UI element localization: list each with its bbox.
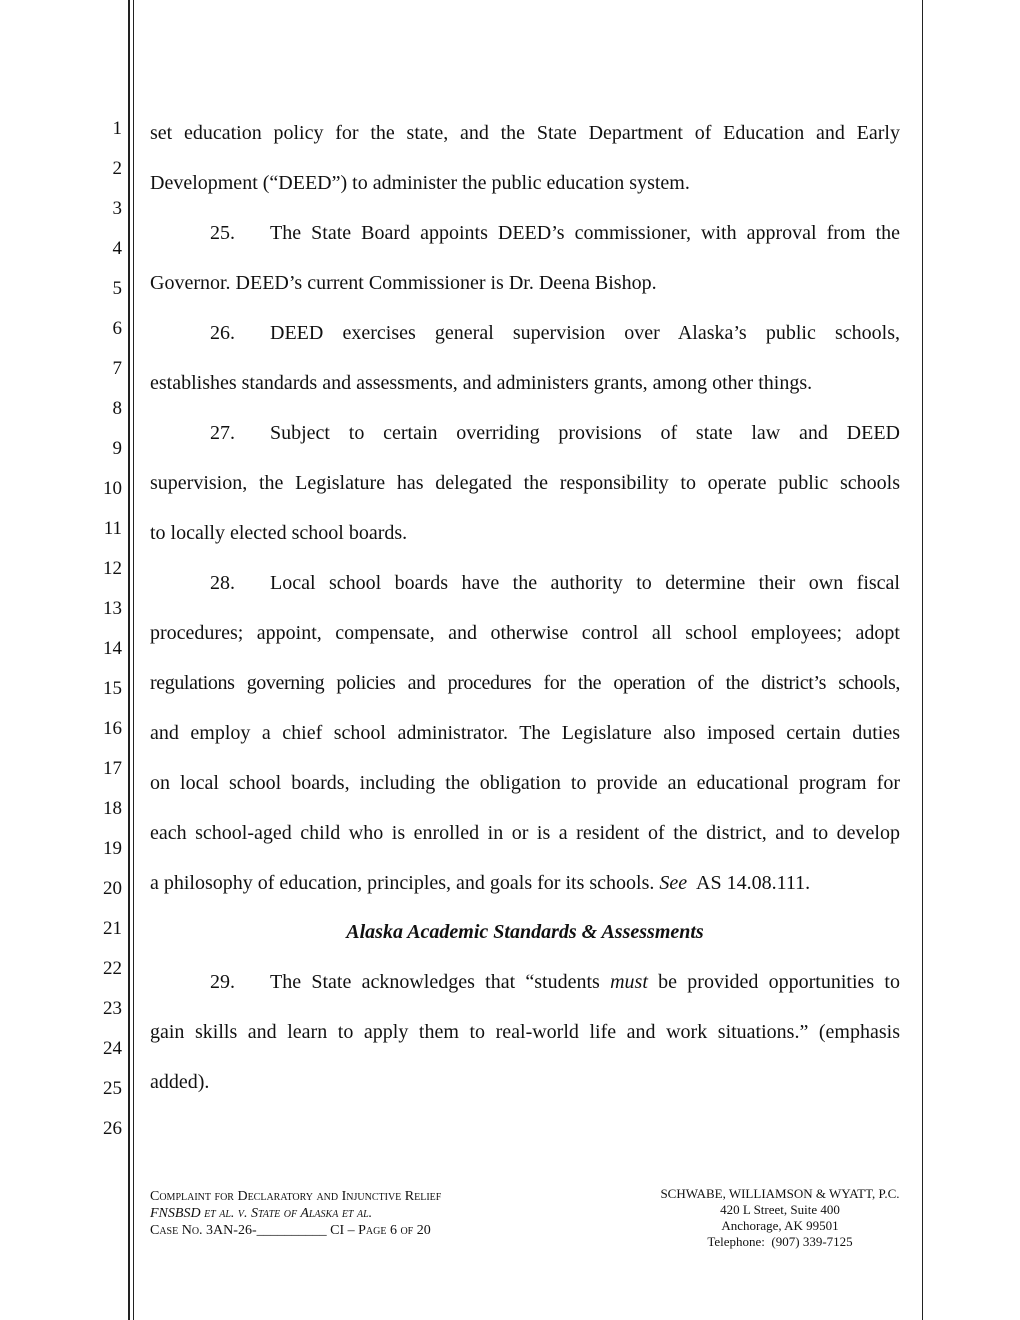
line-number: 5 xyxy=(112,278,122,299)
document-title: Complaint for Declaratory and Injunctive Relief xyxy=(150,1189,442,1204)
line-number: 18 xyxy=(103,798,122,819)
body-text: Local school boards have the authority to determine their own fiscal xyxy=(270,572,900,594)
case-number-prefix: Case No. 3AN-26- xyxy=(150,1223,257,1238)
body-line: on local school boards, including the obligation to provide an educational program for xyxy=(150,772,900,794)
firm-name: SCHWABE, WILLIAMSON & WYATT, P.C. xyxy=(660,1186,900,1201)
right-margin-rule xyxy=(922,0,924,1320)
party-name: FNSBSD xyxy=(150,1206,201,1221)
firm-block xyxy=(640,1186,920,1250)
line-number: 16 xyxy=(103,718,122,739)
body-line: added). xyxy=(150,1071,210,1093)
line-number: 15 xyxy=(103,678,122,699)
paragraph-number: 27. xyxy=(210,422,235,444)
body-line: gain skills and learn to apply them to real-world life and work situations.” (emphasis xyxy=(150,1021,900,1043)
line-number: 19 xyxy=(103,838,122,859)
body-text: be provided opportunities to xyxy=(647,971,900,993)
line-number: 22 xyxy=(103,958,122,979)
line-number: 9 xyxy=(112,438,122,459)
line-number: 4 xyxy=(112,238,122,259)
firm-phone: Telephone: (907) 339-7125 xyxy=(707,1234,853,1249)
line-number: 1 xyxy=(112,118,122,139)
case-number xyxy=(150,1222,441,1239)
line-number: 8 xyxy=(112,398,122,419)
paragraph-26 xyxy=(150,320,900,346)
body-line: regulations governing policies and procedures for the operation of the district’s schools, xyxy=(150,672,900,694)
case-caption xyxy=(150,1205,441,1222)
line-number: 2 xyxy=(112,158,122,179)
case-caption-rest: et al. v. State of Alaska et al. xyxy=(200,1206,373,1221)
line-number: 6 xyxy=(112,318,122,339)
paragraph-29 xyxy=(150,969,900,995)
body-text: The State Board appoints DEED’s commissioner, with approval from the xyxy=(270,222,900,244)
line-number: 21 xyxy=(103,918,122,939)
line-number: 25 xyxy=(103,1078,122,1099)
paragraph-number: 28. xyxy=(210,572,235,594)
line-number: 24 xyxy=(103,1038,122,1059)
line-number: 12 xyxy=(103,558,122,579)
body-text: DEED exercises general supervision over Alaska’s public schools, xyxy=(270,322,900,344)
paragraph-25 xyxy=(150,220,900,246)
paragraph-27 xyxy=(150,420,900,446)
body-line: to locally elected school boards. xyxy=(150,522,408,544)
line-number: 3 xyxy=(112,198,122,219)
body-text: The State acknowledges that “students xyxy=(270,971,611,993)
page-indicator: CI – Page 6 of 20 xyxy=(326,1223,431,1238)
paragraph-number: 26. xyxy=(210,322,235,344)
citation-signal: See xyxy=(659,872,688,894)
left-margin-rule xyxy=(128,0,130,1320)
line-number: 10 xyxy=(103,478,122,499)
paragraph-number: 29. xyxy=(210,971,235,993)
body-line: procedures; appoint, compensate, and otherwise control all school employees; adopt xyxy=(150,622,900,644)
line-number: 13 xyxy=(103,598,122,619)
body-line: Development (“DEED”) to administer the public education system. xyxy=(150,172,690,194)
citation: AS 14.08.111. xyxy=(687,872,811,894)
body-line xyxy=(150,870,900,896)
case-number-blank: __________ xyxy=(256,1223,327,1238)
body-line: Governor. DEED’s current Commissioner is Dr. Deena Bishop. xyxy=(150,272,657,294)
body-line: supervision, the Legislature has delegated the responsibility to operate public schools xyxy=(150,472,900,494)
body-line: each school-aged child who is enrolled in or is a resident of the district, and to develop xyxy=(150,822,900,844)
left-margin-rule-inner xyxy=(133,0,135,1320)
line-number: 14 xyxy=(103,638,122,659)
line-number: 23 xyxy=(103,998,122,1019)
footer-caption xyxy=(150,1188,441,1239)
paragraph-28 xyxy=(150,570,900,596)
body-text: Subject to certain overriding provisions of state law and DEED xyxy=(270,422,900,444)
section-heading: Alaska Academic Standards & Assessments xyxy=(346,921,704,943)
line-number: 7 xyxy=(112,358,122,379)
body-text: a philosophy of education, principles, and goals for its schools. xyxy=(150,872,660,894)
body-line: and employ a chief school administrator. The Legislature also imposed certain duties xyxy=(150,722,900,744)
line-number: 17 xyxy=(103,758,122,779)
body-line: set education policy for the state, and the State Department of Education and Early xyxy=(150,122,900,144)
body-line: establishes standards and assessments, and administers grants, among other things. xyxy=(150,372,813,394)
firm-address: 420 L Street, Suite 400 xyxy=(720,1202,840,1217)
line-number: 26 xyxy=(103,1118,122,1139)
line-number: 20 xyxy=(103,878,122,899)
paragraph-number: 25. xyxy=(210,222,235,244)
line-number: 11 xyxy=(103,518,122,539)
firm-city: Anchorage, AK 99501 xyxy=(721,1218,839,1233)
emphasis: must xyxy=(610,971,648,993)
